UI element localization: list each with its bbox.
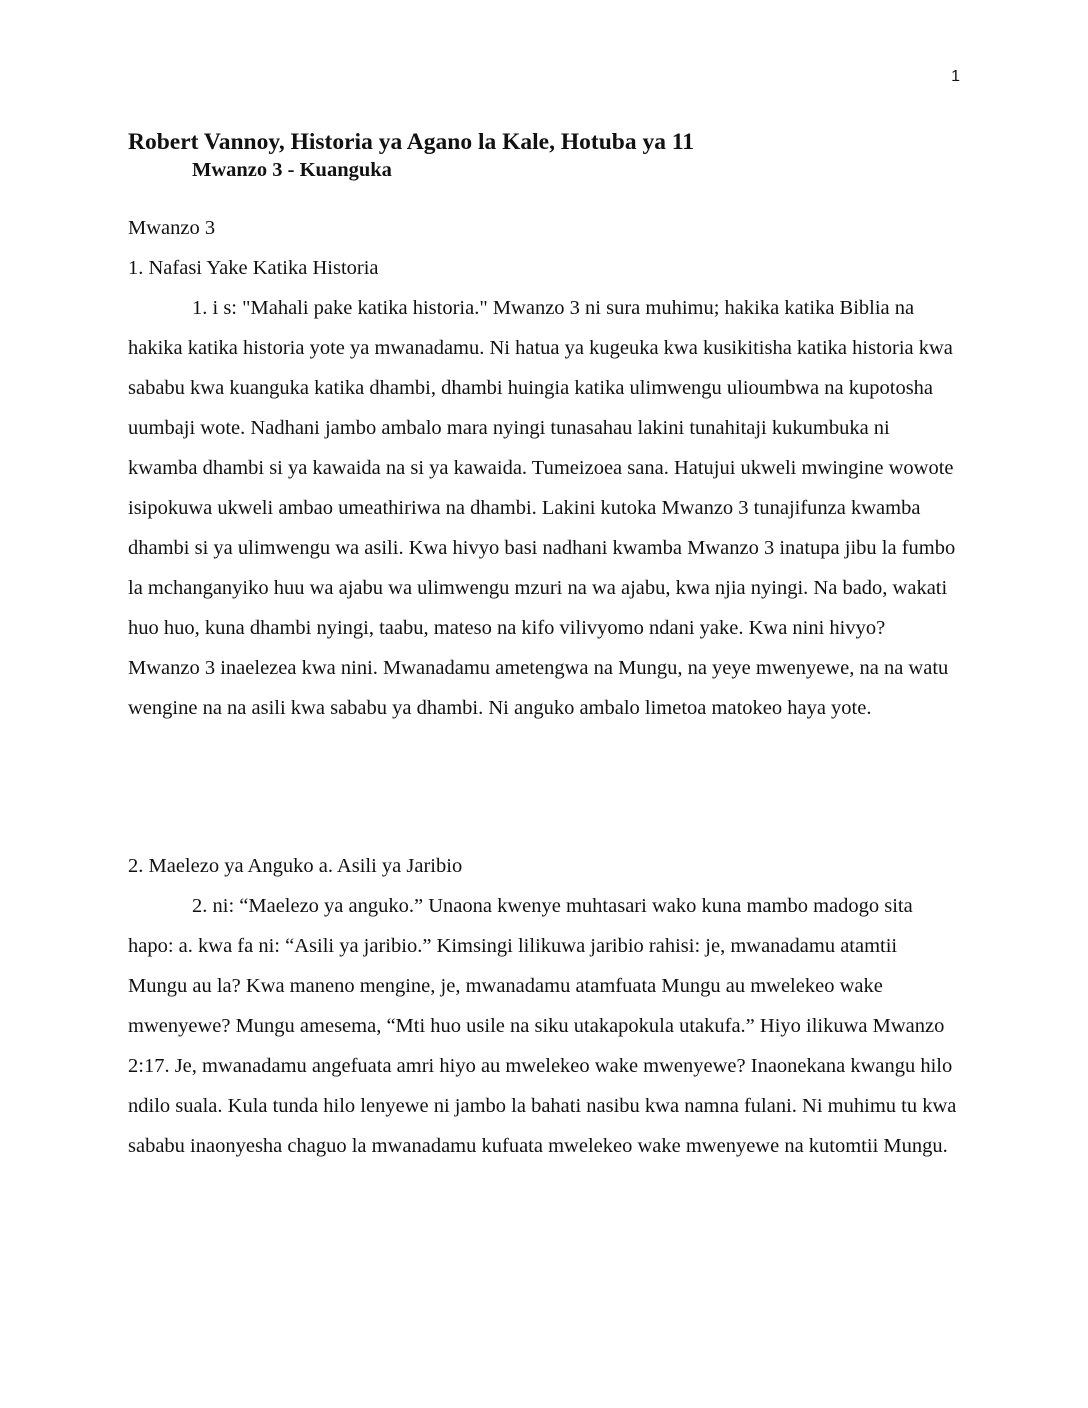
section-2-heading: 2. Maelezo ya Anguko a. Asili ya Jaribio — [128, 855, 463, 877]
section-2-body — [128, 886, 960, 1166]
section-1-body — [128, 288, 960, 728]
section-2-paragraph: 2. ni: “Maelezo ya anguko.” Unaona kwenye muhtasari wako kuna mambo madogo sita hapo: a. kwa fa ni: “Asili ya jaribio.” Kimsingi lilikuwa jaribio rahisi: je, mwanadamu atamtii Mungu au la? Kwa maneno mengine, je, mwanadamu atamfuata Mungu au mwelekeo wake mwenyewe? Mungu amesema, “Mti huo usile na siku utakapokula utakufa.” Hiyo ilikuwa Mwanzo 2:17. Je, mwanadamu angefuata amri hiyo au mwelekeo wake mwenyewe? Inaonekana kwangu hilo ndilo suala. Kula tunda hilo lenyewe ni jambo la bahati nasibu kwa namna fulani. Ni muhimu tu kwa sababu inaonyesha chaguo la mwanadamu kufuata mwelekeo wake mwenyewe na kutomtii Mungu. — [128, 895, 957, 1157]
document-subtitle: Mwanzo 3 - Kuanguka — [192, 159, 392, 181]
page-number: 1 — [951, 68, 960, 85]
section-label: Mwanzo 3 — [128, 217, 216, 239]
section-1-paragraph: 1. i s: "Mahali pake katika historia." Mwanzo 3 ni sura muhimu; hakika katika Biblia na hakika katika historia yote ya mwanadamu. Ni hatua ya kugeuka kwa kusikitisha katika historia kwa sababu kwa kuanguka katika dhambi, dhambi huingia katika ulimwengu ulioumbwa na kupotosha uumbaji wote. Nadhani jambo ambalo mara nyingi tunasahau lakini tunahitaji kukumbuka ni kwamba dhambi si ya kawaida na si ya kawaida. Tumeizoea sana. Hatujui ukweli mwingine wowote isipokuwa ukweli ambao umeathiriwa na dhambi. Lakini kutoka Mwanzo 3 tunajifunza kwamba dhambi si ya ulimwengu wa asili. Kwa hivyo basi nadhani kwamba Mwanzo 3 inatupa jibu la fumbo la mchanganyiko huu wa ajabu wa ulimwengu mzuri na wa ajabu, kwa njia nyingi. Na bado, wakati huo huo, kuna dhambi nyingi, taabu, mateso na kifo vilivyomo ndani yake. Kwa nini hivyo? Mwanzo 3 inaelezea kwa nini. Mwanadamu ametengwa na Mungu, na yeye mwenyewe, na na watu wengine na na asili kwa sababu ya dhambi. Ni anguko ambalo limetoa matokeo haya yote. — [128, 297, 956, 719]
document-title: Robert Vannoy, Historia ya Agano la Kale, Hotuba ya 11 — [128, 129, 695, 155]
section-1-heading: 1. Nafasi Yake Katika Historia — [128, 257, 379, 279]
